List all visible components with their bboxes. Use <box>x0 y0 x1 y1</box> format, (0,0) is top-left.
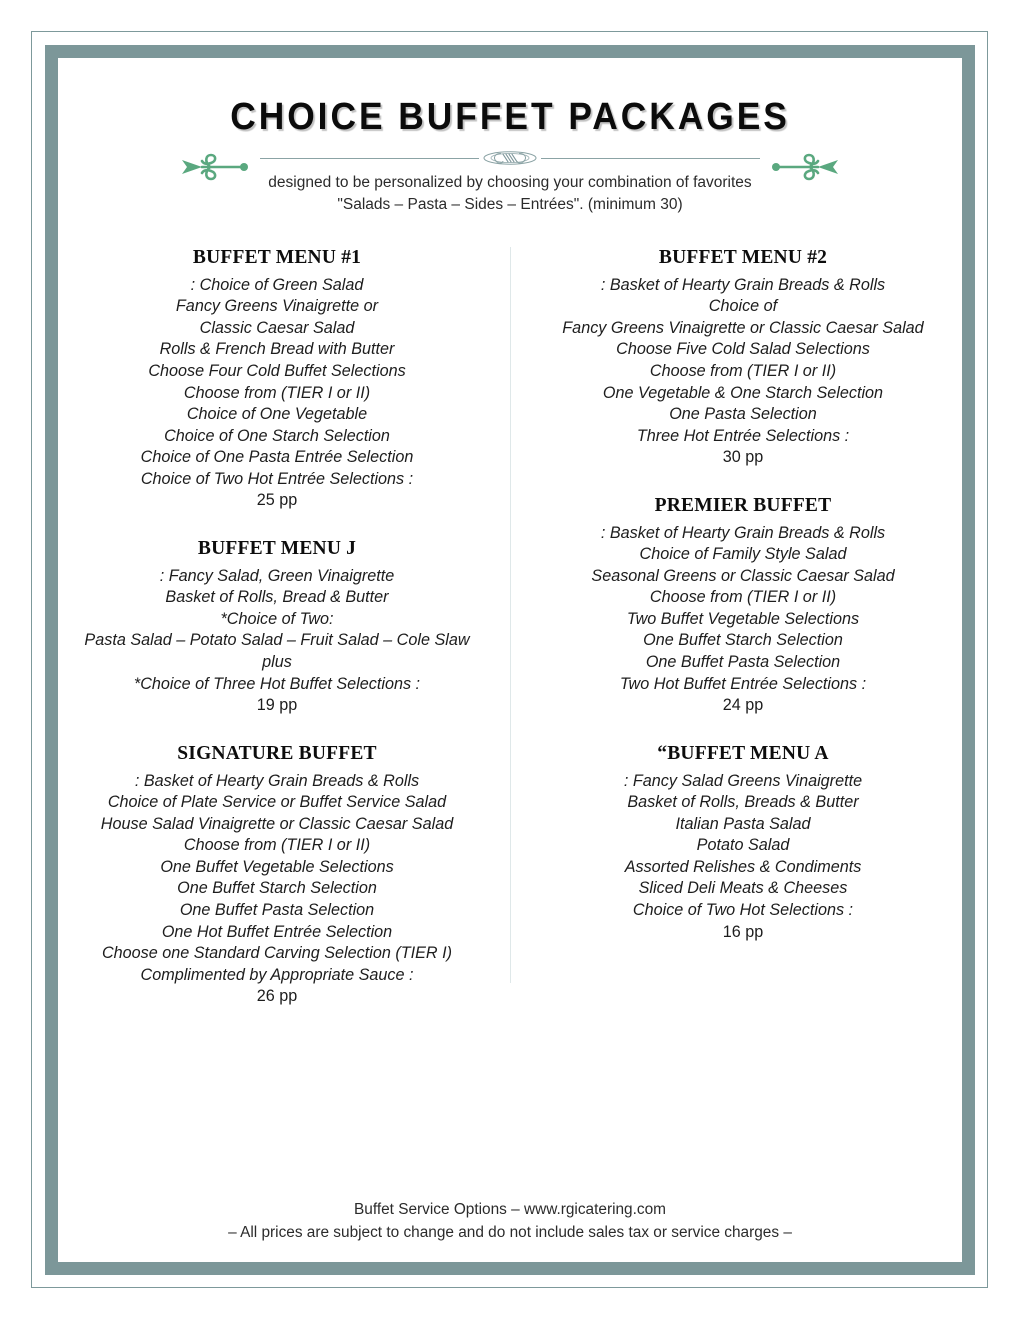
menu-line: Choice of One Pasta Entrée Selection <box>140 448 414 467</box>
menu-line: Choice of Plate Service or Buffet Service Salad <box>107 793 447 812</box>
menu-price: 30 pp <box>722 448 764 467</box>
footer-line-1: Buffet Service Options – www.rgicatering.com <box>354 1200 666 1218</box>
menu-line: One Buffet Pasta Selection <box>645 653 841 672</box>
menu-section-lines <box>546 771 940 943</box>
menu-line: Italian Pasta Salad <box>675 814 811 833</box>
menu-line: Classic Caesar Salad <box>199 318 355 337</box>
menu-price: 24 pp <box>722 696 764 715</box>
menu-line: plus <box>262 653 292 672</box>
menu-line: Fancy Greens Vinaigrette or Classic Caesar Salad <box>562 318 924 337</box>
menu-line: Choose from (TIER I or II) <box>649 362 837 381</box>
menu-section-title: BUFFET MENU J <box>197 537 357 559</box>
title-divider <box>260 150 760 166</box>
menu-line: Sliced Deli Meats & Cheeses <box>638 879 848 898</box>
menu-section-lines <box>546 523 940 717</box>
menu-section <box>80 538 474 717</box>
menu-line: Choice of Two Hot Entrée Selections : <box>140 469 414 488</box>
menu-line: Choose Five Cold Salad Selections <box>616 340 870 359</box>
menu-line: One Hot Buffet Entrée Selection <box>161 922 393 941</box>
menu-line: Choose from (TIER I or II) <box>183 836 371 855</box>
right-column <box>510 247 962 1008</box>
menu-section <box>80 743 474 1008</box>
menu-line: Assorted Relishes & Condiments <box>624 857 862 876</box>
menu-price: 25 pp <box>256 491 298 510</box>
menu-section <box>546 247 940 469</box>
menu-line: Seasonal Greens or Classic Caesar Salad <box>591 566 895 585</box>
page-title: CHOICE BUFFET PACKAGES <box>230 96 790 138</box>
menu-line: One Buffet Starch Selection <box>177 879 377 898</box>
page-content <box>58 58 962 1262</box>
menu-line: One Buffet Pasta Selection <box>179 900 375 919</box>
menu-line: One Pasta Selection <box>669 405 817 424</box>
menu-line: Choice of One Vegetable <box>186 405 368 424</box>
document-header <box>58 58 962 217</box>
menu-line: Pasta Salad – Potato Salad – Fruit Salad – Cole Slaw <box>84 631 470 650</box>
menu-columns <box>58 247 962 1008</box>
menu-line: Two Hot Buffet Entrée Selections : <box>619 674 867 693</box>
menu-line: Rolls & French Bread with Butter <box>159 340 395 359</box>
menu-section-title: BUFFET MENU #1 <box>192 246 362 268</box>
menu-line: Complimented by Appropriate Sauce : <box>140 965 414 984</box>
menu-line: *Choice of Three Hot Buffet Selections : <box>133 674 421 693</box>
menu-line: *Choice of Two: <box>220 609 334 628</box>
menu-section-title: “BUFFET MENU A <box>657 742 829 764</box>
menu-price: 19 pp <box>256 696 298 715</box>
menu-line: Choice of Two Hot Selections : <box>632 900 854 919</box>
menu-line: Three Hot Entrée Selections : <box>636 426 850 445</box>
menu-section <box>80 247 474 512</box>
menu-line: Choice of <box>708 297 778 316</box>
menu-section-title: BUFFET MENU #2 <box>658 246 828 268</box>
menu-section-title: SIGNATURE BUFFET <box>177 742 377 764</box>
menu-line: Potato Salad <box>696 836 790 855</box>
menu-section <box>546 743 940 943</box>
menu-line: : Choice of Green Salad <box>190 275 364 294</box>
braided-oval-ornament-icon <box>479 150 541 166</box>
menu-section-lines <box>80 566 474 717</box>
subtitle-line-2: "Salads – Pasta – Sides – Entrées". (minimum 30) <box>337 196 683 214</box>
menu-line: Basket of Rolls, Bread & Butter <box>165 588 389 607</box>
menu-line: : Fancy Salad, Green Vinaigrette <box>159 566 395 585</box>
menu-line: Choose Four Cold Buffet Selections <box>148 362 406 381</box>
menu-price: 26 pp <box>256 987 298 1006</box>
left-column <box>58 247 510 1008</box>
menu-line: Choose from (TIER I or II) <box>183 383 371 402</box>
footer-line-2: – All prices are subject to change and do not include sales tax or service charges – <box>228 1223 792 1241</box>
menu-section-title: PREMIER BUFFET <box>654 494 832 516</box>
menu-line: One Vegetable & One Starch Selection <box>602 383 884 402</box>
menu-line: : Fancy Salad Greens Vinaigrette <box>623 771 863 790</box>
menu-line: Choice of One Starch Selection <box>164 426 390 445</box>
column-divider <box>510 247 511 983</box>
menu-section-lines <box>546 275 940 469</box>
menu-line: Choose one Standard Carving Selection (TIER I) <box>101 944 452 963</box>
menu-line: One Buffet Vegetable Selections <box>160 857 394 876</box>
menu-line: Choose from (TIER I or II) <box>649 588 837 607</box>
menu-line: Fancy Greens Vinaigrette or <box>175 297 379 316</box>
menu-line: : Basket of Hearty Grain Breads & Rolls <box>600 275 886 294</box>
left-flourish-arrow-icon <box>176 150 254 184</box>
menu-section <box>546 495 940 717</box>
menu-line: House Salad Vinaigrette or Classic Caesar Salad <box>100 814 454 833</box>
menu-line: : Basket of Hearty Grain Breads & Rolls <box>134 771 420 790</box>
menu-line: Basket of Rolls, Breads & Butter <box>627 793 859 812</box>
menu-price: 16 pp <box>722 922 764 941</box>
menu-line: Choice of Family Style Salad <box>639 545 847 564</box>
subtitle-line-1: designed to be personalized by choosing your combination of favorites <box>268 173 752 191</box>
menu-line: : Basket of Hearty Grain Breads & Rolls <box>600 523 886 542</box>
menu-section-lines <box>80 275 474 512</box>
document-footer <box>58 1198 962 1244</box>
menu-line: Two Buffet Vegetable Selections <box>626 609 860 628</box>
menu-line: One Buffet Starch Selection <box>643 631 843 650</box>
right-flourish-arrow-icon <box>766 150 844 184</box>
menu-section-lines <box>80 771 474 1008</box>
